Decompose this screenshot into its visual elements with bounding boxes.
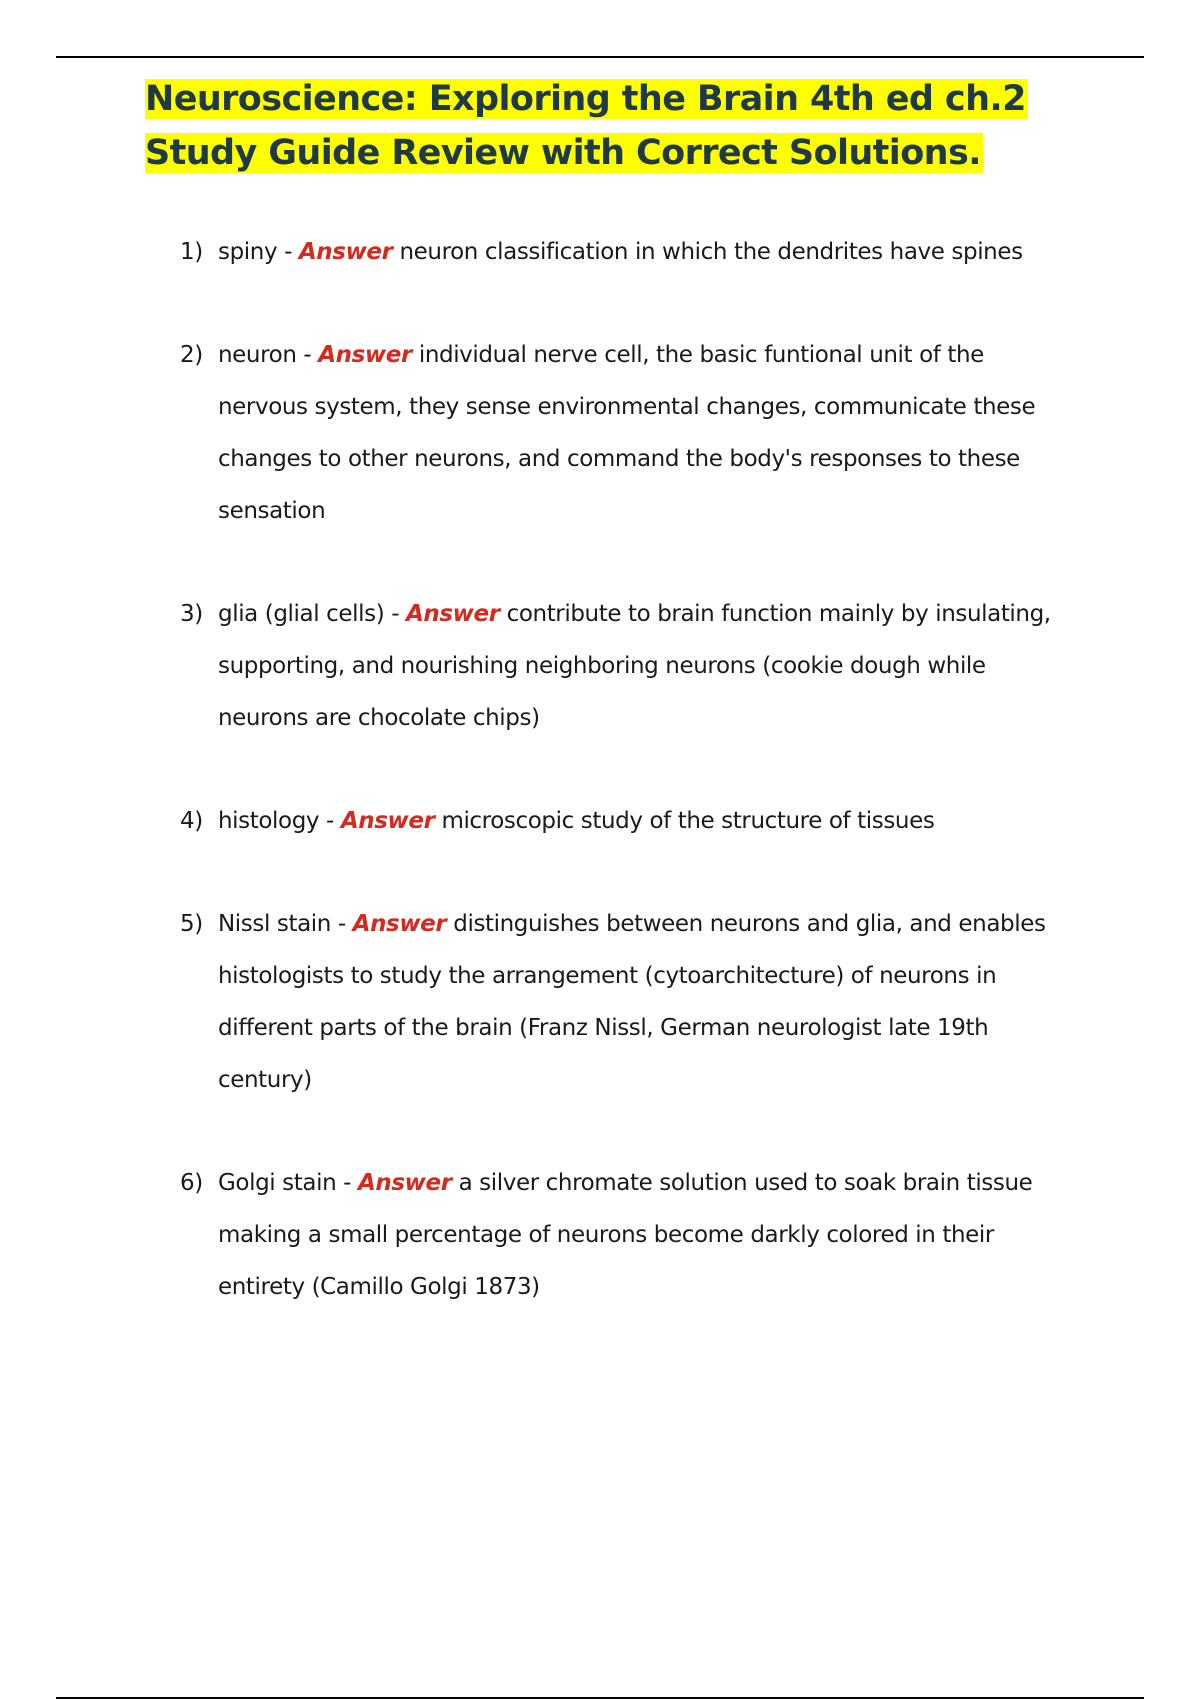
answer-label: Answer (357, 1170, 452, 1196)
qa-item (180, 588, 1080, 744)
top-rule (56, 56, 1144, 58)
qa-item (180, 226, 1080, 278)
item-term: neuron (218, 342, 297, 368)
answer-label: Answer (406, 601, 500, 627)
qa-item (180, 1157, 1080, 1313)
title-line-1: Neuroscience: Exploring the Brain 4th ed ch.2 (145, 79, 1026, 119)
item-separator: - (296, 342, 319, 368)
qa-item (180, 329, 1080, 537)
title-line-2: Study Guide Review with Correct Solutions. (145, 133, 981, 173)
item-separator: - (319, 808, 341, 834)
document-title (145, 72, 1045, 180)
item-number: 1) (180, 239, 203, 265)
item-separator: - (330, 911, 353, 937)
item-term: histology (218, 808, 320, 834)
item-number: 4) (180, 808, 203, 834)
item-definition: individual nerve cell, the basic funtional unit of the nervous system, they sense environmental changes, communicate these changes to other neurons, and command the body's responses to these sensation (218, 342, 1036, 524)
answer-label: Answer (298, 239, 393, 265)
item-number: 3) (180, 601, 203, 627)
answer-label: Answer (352, 911, 447, 937)
item-separator: - (384, 601, 407, 627)
item-separator: - (336, 1170, 358, 1196)
item-term: glia (glial cells) (218, 601, 385, 627)
item-definition: a silver chromate solution used to soak brain tissue making a small percentage of neurons become darkly colored in their entirety (Camillo Golgi 1873) (218, 1170, 1033, 1300)
item-number: 5) (180, 911, 203, 937)
item-number: 6) (180, 1170, 203, 1196)
item-term: Nissl stain (218, 911, 331, 937)
answer-label: Answer (340, 808, 435, 834)
item-number: 2) (180, 342, 203, 368)
item-separator: - (277, 239, 299, 265)
qa-list (180, 226, 1080, 1364)
item-term: Golgi stain (218, 1170, 337, 1196)
answer-label: Answer (318, 342, 412, 368)
item-definition: neuron classification in which the dendrites have spines (399, 239, 1023, 265)
item-term: spiny (218, 239, 278, 265)
qa-item (180, 795, 1080, 847)
qa-item (180, 898, 1080, 1106)
item-definition: microscopic study of the structure of tissues (441, 808, 935, 834)
bottom-rule (56, 1697, 1144, 1699)
item-definition: contribute to brain function mainly by insulating, supporting, and nourishing neighboring neurons (cookie dough while neurons are chocolate chips) (218, 601, 1051, 731)
item-definition: distinguishes between neurons and glia, and enables histologists to study the arrangement (cytoarchitecture) of neurons in different parts of the brain (Franz Nissl, German neurologist late 19th century) (218, 911, 1046, 1093)
